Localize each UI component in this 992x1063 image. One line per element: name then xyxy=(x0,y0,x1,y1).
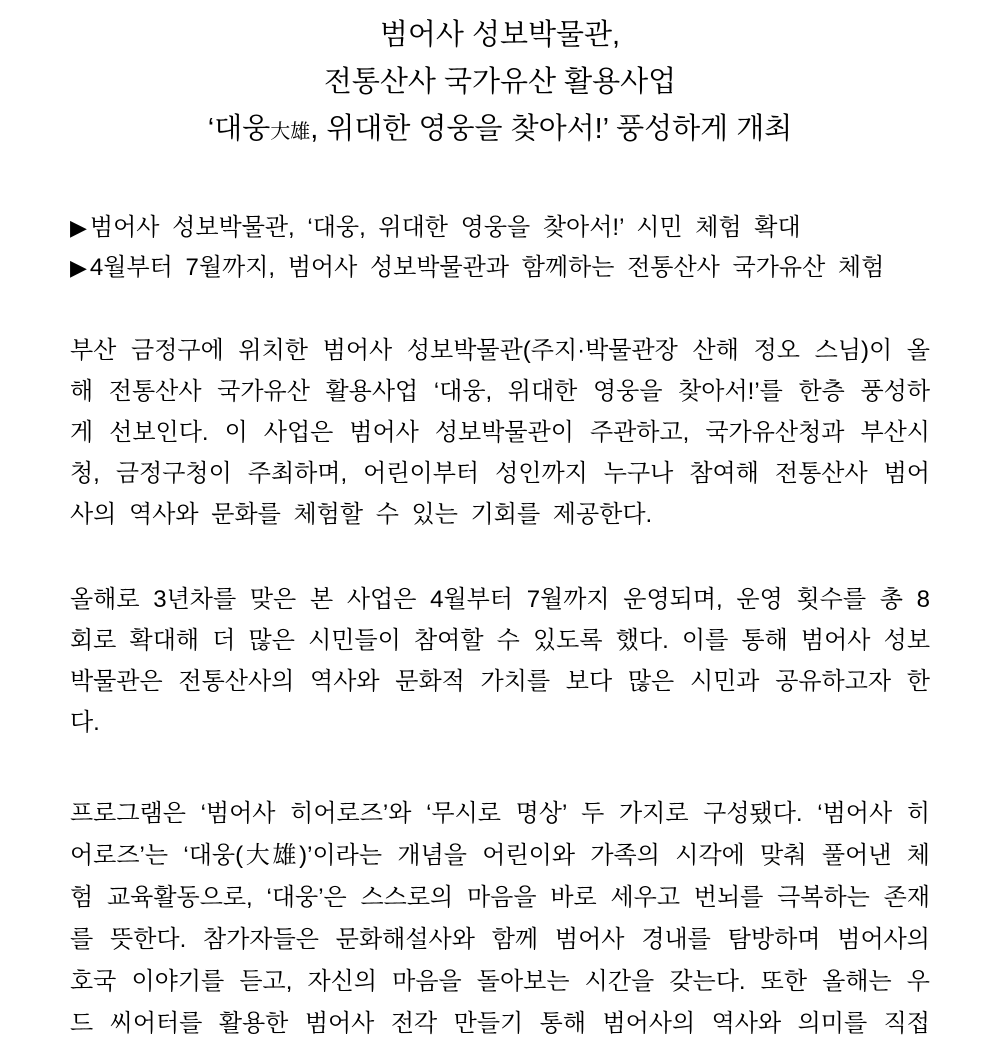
paragraph-1-line-4: 청, 금정구청이 주최하며, 어린이부터 성인까지 누구나 참여해 전통산사 범어 xyxy=(70,460,930,487)
paragraph-3-line-1: 프로그램은 ‘범어사 히어로즈’와 ‘무시로 명상’ 두 가지로 구성됐다. ‘범어사 히 xyxy=(70,800,930,827)
paragraph-3-line-4: 를 뜻한다. 참가자들은 문화해설사와 함께 범어사 경내를 탐방하며 범어사의 xyxy=(70,926,930,953)
summary-bullet-1-text: 범어사 성보박물관, ‘대웅, 위대한 영웅을 찾아서!’ 시민 체험 확대 xyxy=(89,214,801,241)
paragraph-1 xyxy=(70,330,930,535)
paragraph-1-line-3: 게 선보인다. 이 사업은 범어사 성보박물관이 주관하고, 국가유산청과 부산시 xyxy=(70,419,930,446)
summary-bullet-1 xyxy=(70,208,930,248)
paragraph-3-line-3: 험 교육활동으로, ‘대웅’은 스스로의 마음을 바로 세우고 번뇌를 극복하는 존재 xyxy=(70,884,930,911)
document-title xyxy=(70,0,930,156)
triangle-bullet-icon: ▶ xyxy=(70,255,87,280)
summary-bullets xyxy=(70,208,930,288)
paragraph-3 xyxy=(70,793,930,1045)
title-line-2: 전통산사 국가유산 활용사업 xyxy=(323,66,677,98)
paragraph-2 xyxy=(70,579,930,743)
triangle-bullet-icon: ▶ xyxy=(70,215,87,240)
paragraph-2-line-2: 회로 확대해 더 많은 시민들이 참여할 수 있도록 했다. 이를 통해 범어사 성보 xyxy=(70,627,930,654)
paragraph-2-line-4: 다. xyxy=(70,709,100,736)
document-content xyxy=(70,0,930,1045)
paragraph-2-line-3: 박물관은 전통산사의 역사와 문화적 가치를 보다 많은 시민과 공유하고자 한 xyxy=(70,668,930,695)
paragraph-3-line-2: 어로즈’는 ‘대웅(大雄)’이라는 개념을 어린이와 가족의 시각에 맞춰 풀어낸 체 xyxy=(70,842,930,869)
paragraph-2-line-1: 올해로 3년차를 맞은 본 사업은 4월부터 7월까지 운영되며, 운영 횟수를 총 8 xyxy=(70,586,930,613)
title-line-3-pre: ‘대웅 xyxy=(207,113,271,145)
summary-bullet-2 xyxy=(70,248,930,288)
title-line-1: 범어사 성보박물관, xyxy=(379,19,621,51)
title-line-3-post: , 위대한 영웅을 찾아서!’ 풍성하게 개최 xyxy=(310,113,793,145)
paragraph-3-line-6: 드 씨어터를 활용한 범어사 전각 만들기 통해 범어사의 역사와 의미를 직접 xyxy=(70,1010,930,1037)
paragraph-1-line-2: 해 전통산사 국가유산 활용사업 ‘대웅, 위대한 영웅을 찾아서!’를 한층 풍성하 xyxy=(70,378,930,405)
summary-bullet-2-text: 4월부터 7월까지, 범어사 성보박물관과 함께하는 전통산사 국가유산 체험 xyxy=(89,254,885,281)
paragraph-1-line-1: 부산 금정구에 위치한 범어사 성보박물관(주지·박물관장 산해 정오 스님)이 올 xyxy=(70,337,930,364)
title-line-3 xyxy=(70,106,930,156)
paragraph-3-line-5: 호국 이야기를 듣고, 자신의 마음을 돌아보는 시간을 갖는다. 또한 올해는 우 xyxy=(70,968,930,995)
title-hanja-daewoong: 大雄 xyxy=(270,121,311,143)
paragraph-1-line-5: 사의 역사와 문화를 체험할 수 있는 기회를 제공한다. xyxy=(70,501,653,528)
